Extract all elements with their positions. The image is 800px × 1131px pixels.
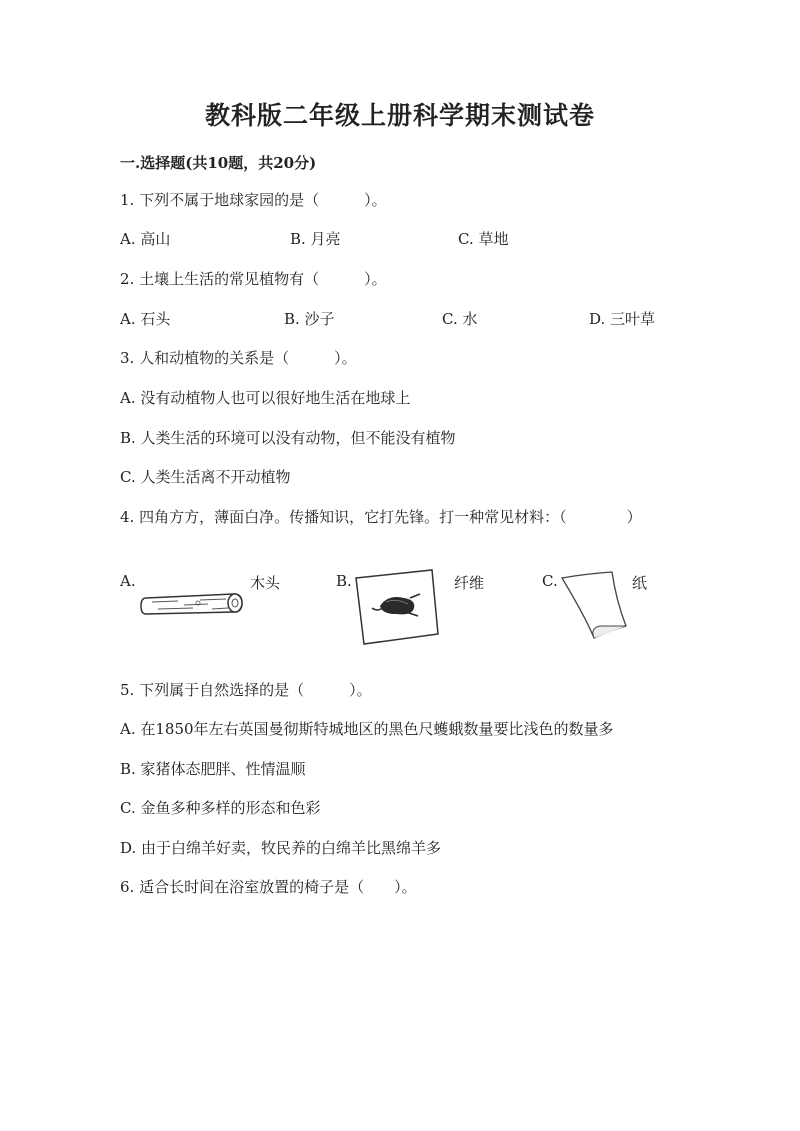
question-4-option-c-text: 纸 <box>632 574 648 592</box>
question-3-option-b[interactable]: B. 人类生活的环境可以没有动物，但不能没有植物 <box>120 429 456 447</box>
question-4-option-a[interactable]: A. <box>120 572 136 590</box>
question-2-option-b[interactable]: B. 沙子 <box>284 310 335 328</box>
question-4-option-a-text: 木头 <box>250 574 281 592</box>
section-heading: 一.选择题(共10题，共20分) <box>120 154 317 172</box>
question-3-option-a[interactable]: A. 没有动植物人也可以很好地生活在地球上 <box>120 389 411 407</box>
question-1-option-a[interactable]: A. 高山 <box>120 230 171 248</box>
question-5-option-c[interactable]: C. 金鱼多种多样的形态和色彩 <box>120 799 321 817</box>
question-4-option-c[interactable]: C. <box>542 572 558 590</box>
question-3-stem: 3. 人和动植物的关系是（ ）。 <box>120 349 357 367</box>
question-6-stem: 6. 适合长时间在浴室放置的椅子是（ ）。 <box>120 878 417 896</box>
question-5-option-b[interactable]: B. 家猪体态肥胖、性情温顺 <box>120 760 306 778</box>
question-3-option-c[interactable]: C. 人类生活离不开动植物 <box>120 468 291 486</box>
question-1-option-c[interactable]: C. 草地 <box>458 230 509 248</box>
question-2-option-a[interactable]: A. 石头 <box>120 310 171 328</box>
question-5-stem: 5. 下列属于自然选择的是（ ）。 <box>120 681 372 699</box>
paper-picture-icon <box>556 570 630 642</box>
question-1-option-b[interactable]: B. 月亮 <box>290 230 341 248</box>
question-2-option-d[interactable]: D. 三叶草 <box>589 310 656 328</box>
page-title: 教科版二年级上册科学期末测试卷 <box>204 101 595 130</box>
question-1-stem: 1. 下列不属于地球家园的是（ ）。 <box>120 191 387 209</box>
question-5-option-a[interactable]: A. 在1850年左右英国曼彻斯特城地区的黑色尺蠖蛾数量要比浅色的数量多 <box>120 720 614 738</box>
fiber-picture-icon <box>352 568 442 646</box>
question-4-option-b-text: 纤维 <box>454 574 485 592</box>
question-4-option-b[interactable]: B. <box>336 572 352 590</box>
question-2-stem: 2. 土壤上生活的常见植物有（ ）。 <box>120 270 387 288</box>
question-4-stem: 4. 四角方方，薄面白净。传播知识，它打先锋。打一种常见材料：（ ） <box>120 508 642 526</box>
question-2-option-c[interactable]: C. 水 <box>442 310 478 328</box>
question-5-option-d[interactable]: D. 由于白绵羊好卖，牧民养的白绵羊比黑绵羊多 <box>120 839 442 857</box>
log-picture-icon <box>138 584 248 624</box>
